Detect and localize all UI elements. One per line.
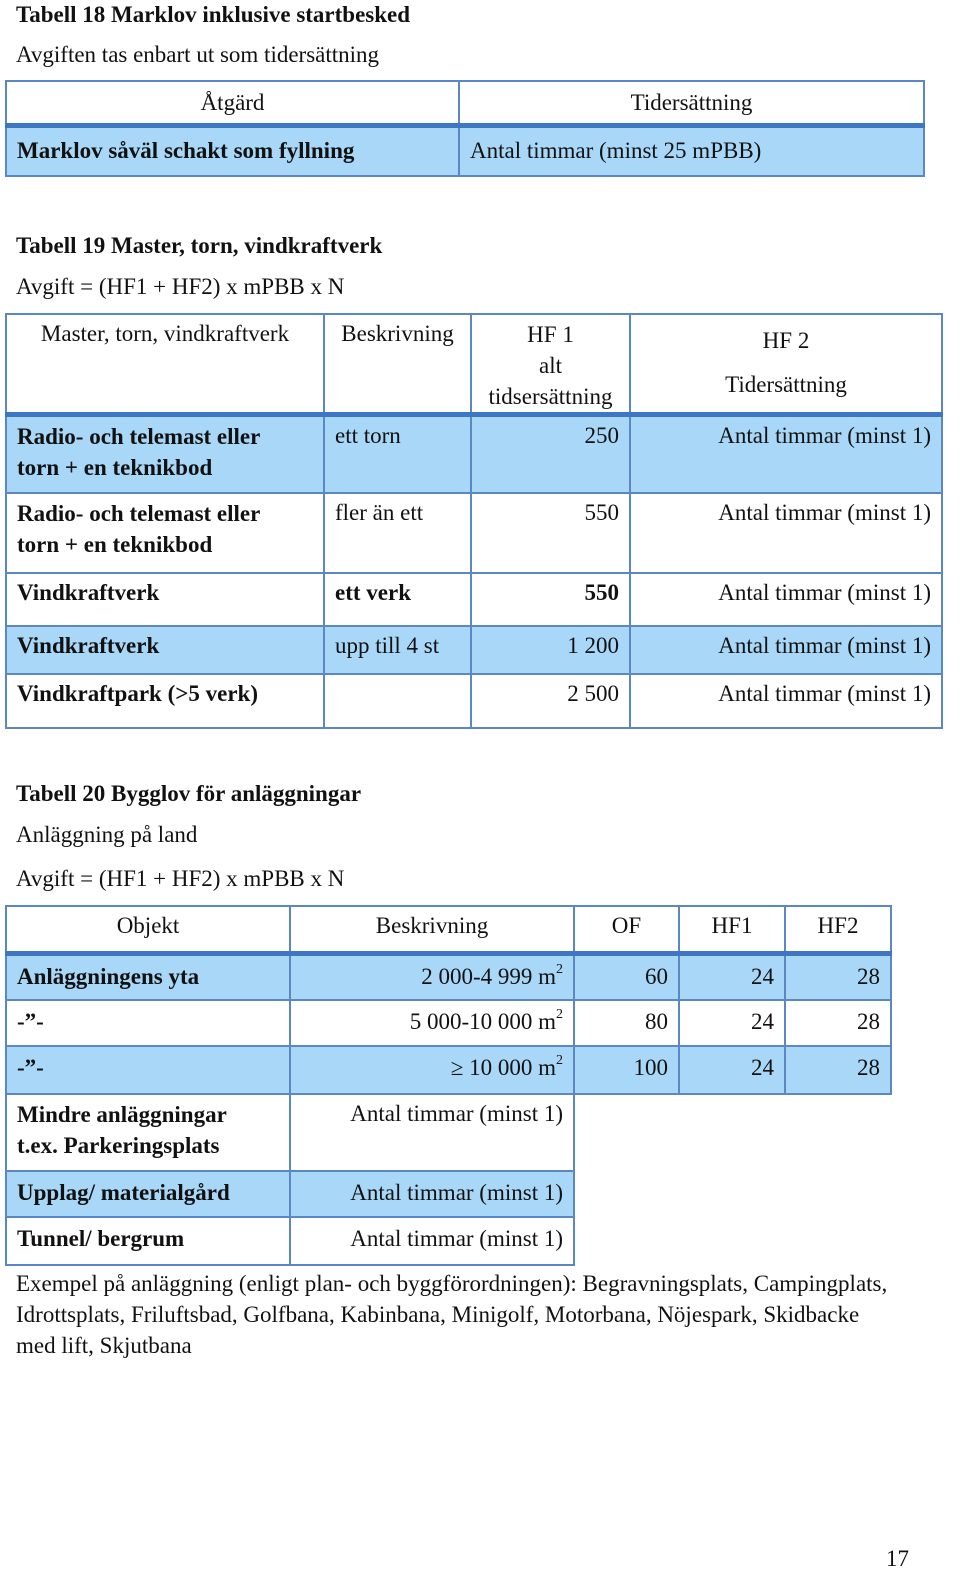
table20-header-objekt: Objekt (6, 906, 290, 953)
table18-header-tidersattning: Tidersättning (459, 81, 924, 125)
table20-header-hf1: HF1 (679, 906, 785, 953)
table-row: Radio- och telemast eller torn + en teknikbod fler än ett 550 Antal timmar (minst 1) (6, 493, 942, 573)
table20-subtitle: Anläggning på land (16, 822, 198, 847)
table18-header-atgard: Åtgärd (6, 81, 459, 125)
table19-title: Tabell 19 Master, torn, vindkraftverk (16, 233, 383, 258)
page-number: 17 (886, 1546, 909, 1571)
table-row: Radio- och telemast eller torn + en teknikbod ett torn 250 Antal timmar (minst 1) (6, 415, 942, 493)
table18-cell-tid: Antal timmar (minst 25 mPBB) (459, 125, 924, 176)
table19-header-hf1: HF 1 alt tidsersättning (471, 314, 630, 415)
table19 (5, 313, 943, 729)
table20-header-of: OF (574, 906, 679, 953)
table20 (5, 905, 892, 1266)
table-row: Upplag/ materialgård Antal timmar (minst 1) (6, 1171, 891, 1217)
table20-header-hf2: HF2 (785, 906, 891, 953)
table-row: Vindkraftverk ett verk 550 Antal timmar (minst 1) (6, 573, 942, 626)
table-row: -”- 5 000-10 000 $m^2$ 80 24 28 (6, 1000, 891, 1046)
table20-formula: Avgift = (HF1 + HF2) x mPBB x N (16, 866, 345, 891)
table18-title: Tabell 18 Marklov inklusive startbesked (16, 2, 411, 27)
table20-header-beskrivning: Beskrivning (290, 906, 574, 953)
table19-header-object: Master, torn, vindkraftverk (6, 314, 324, 415)
table19-formula: Avgift = (HF1 + HF2) x mPBB x N (16, 274, 345, 299)
table20-title: Tabell 20 Bygglov för anläggningar (16, 781, 362, 806)
table-row: Vindkraftverk upp till 4 st 1 200 Antal timmar (minst 1) (6, 626, 942, 674)
table19-header-hf2: HF 2 Tidersättning (630, 314, 942, 415)
table-row: Vindkraftpark (>5 verk) 2 500 Antal timmar (minst 1) (6, 674, 942, 728)
table-row: Mindre anläggningar t.ex. Parkeringsplats Antal timmar (minst 1) (6, 1094, 891, 1171)
table18-cell-atgard: Marklov såväl schakt som fyllning (6, 125, 459, 176)
table18-subtitle: Avgiften tas enbart ut som tidersättning (16, 42, 380, 67)
table19-header-description: Beskrivning (324, 314, 471, 415)
table-row: -”- ≥ 10 000 $m^2$ 100 24 28 (6, 1046, 891, 1094)
table20-example-note: Exempel på anläggning (enligt plan- och byggförordningen): Begravningsplats, Campingplats, Idrottsplats, Friluftsbad, Golfbana, Kabinbana, Minigolf, Motorbana, Nöjespark, Skidbacke med lift, Skjutbana (16, 1271, 888, 1358)
table-row: Tunnel/ bergrum Antal timmar (minst 1) (6, 1217, 891, 1265)
table18 (5, 80, 925, 177)
table-row: Anläggningens yta 2 000-4 999 $m^2$ 60 24 28 (6, 953, 891, 1000)
